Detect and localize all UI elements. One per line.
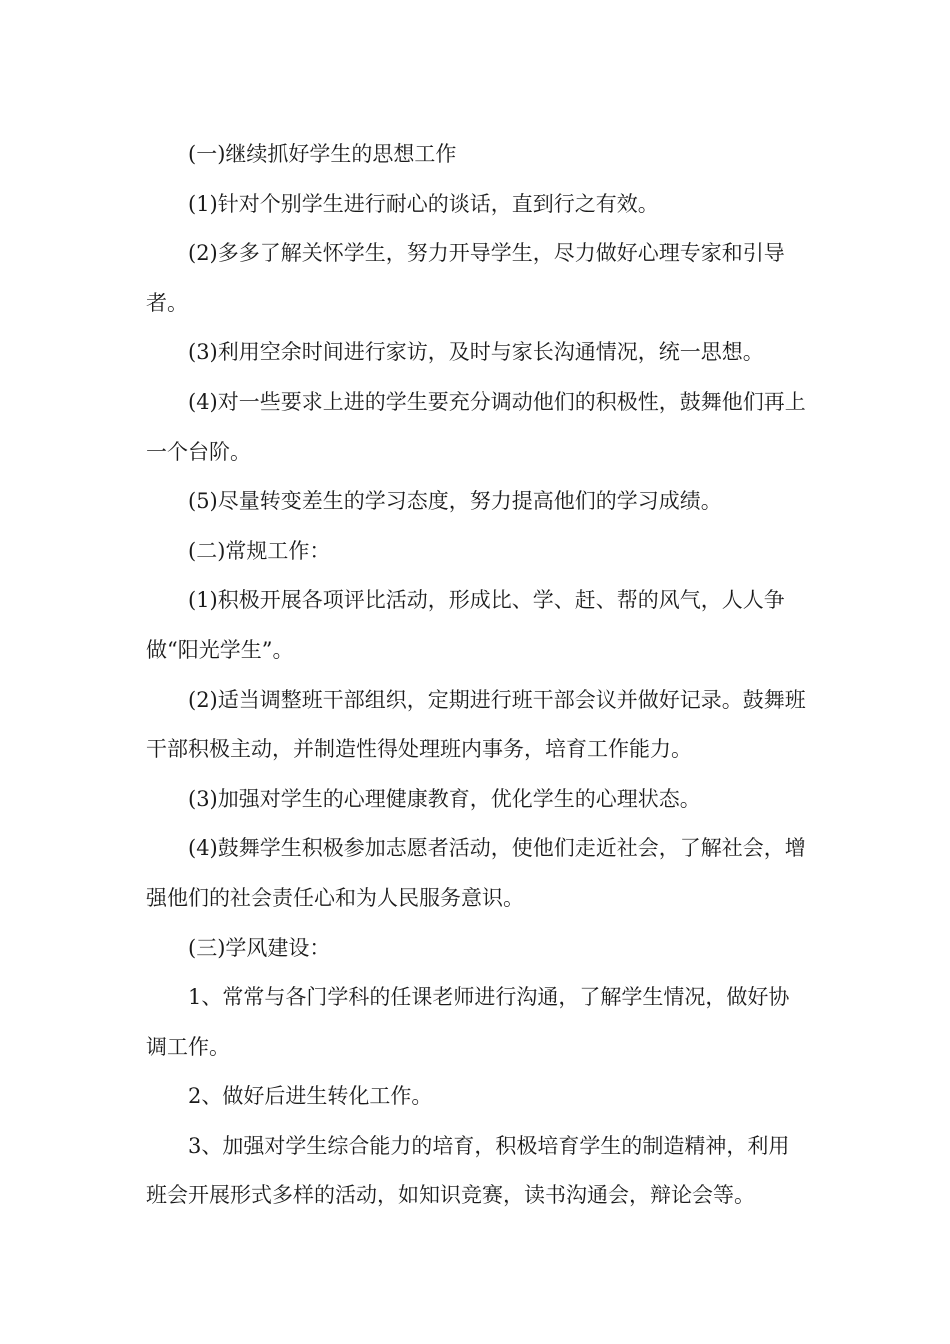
section-heading-thought-work: (一)继续抓好学生的思想工作 [188,142,457,166]
paragraph-item: 2、做好后进生转化工作。 [188,1084,433,1109]
paragraph-item: (2)适当调整班干部组织，定期进行班干部会议并做好记录。鼓舞班干部积极主动，并制造性得处理班内事务，培育工作能力。 [146,687,806,762]
document-body [146,130,810,1221]
paragraph-item: (4)鼓舞学生积极参加志愿者活动，使他们走近社会，了解社会，增强他们的社会责任心和为人民服务意识。 [146,836,806,910]
paragraph-item: (1)积极开展各项评比活动，形成比、学、赶、帮的风气，人人争做“阳光学生”。 [146,588,785,662]
paragraph-item: 1、常常与各门学科的任课老师进行沟通，了解学生情况，做好协调工作。 [146,985,790,1059]
paragraph-item: (4)对一些要求上进的学生要充分调动他们的积极性，鼓舞他们再上一个台阶。 [146,389,806,464]
paragraph-item: (2)多多了解关怀学生，努力开导学生，尽力做好心理专家和引导者。 [146,241,785,315]
paragraph-item: (3)利用空余时间进行家访，及时与家长沟通情况，统一思想。 [188,340,764,365]
paragraph-item: (5)尽量转变差生的学习态度，努力提高他们的学习成绩。 [188,489,722,514]
section-heading-study-style: (三)学风建设： [188,935,331,960]
paragraph-item: (1)针对个别学生进行耐心的谈话，直到行之有效。 [188,191,659,216]
paragraph-item: 3、加强对学生综合能力的培育，积极培育学生的制造精神，利用班会开展形式多样的活动，如知识竞赛，读书沟通会，辩论会等。 [146,1133,790,1208]
paragraph-item: (3)加强对学生的心理健康教育，优化学生的心理状态。 [188,786,701,811]
section-heading-routine-work: (二)常规工作： [188,538,331,563]
